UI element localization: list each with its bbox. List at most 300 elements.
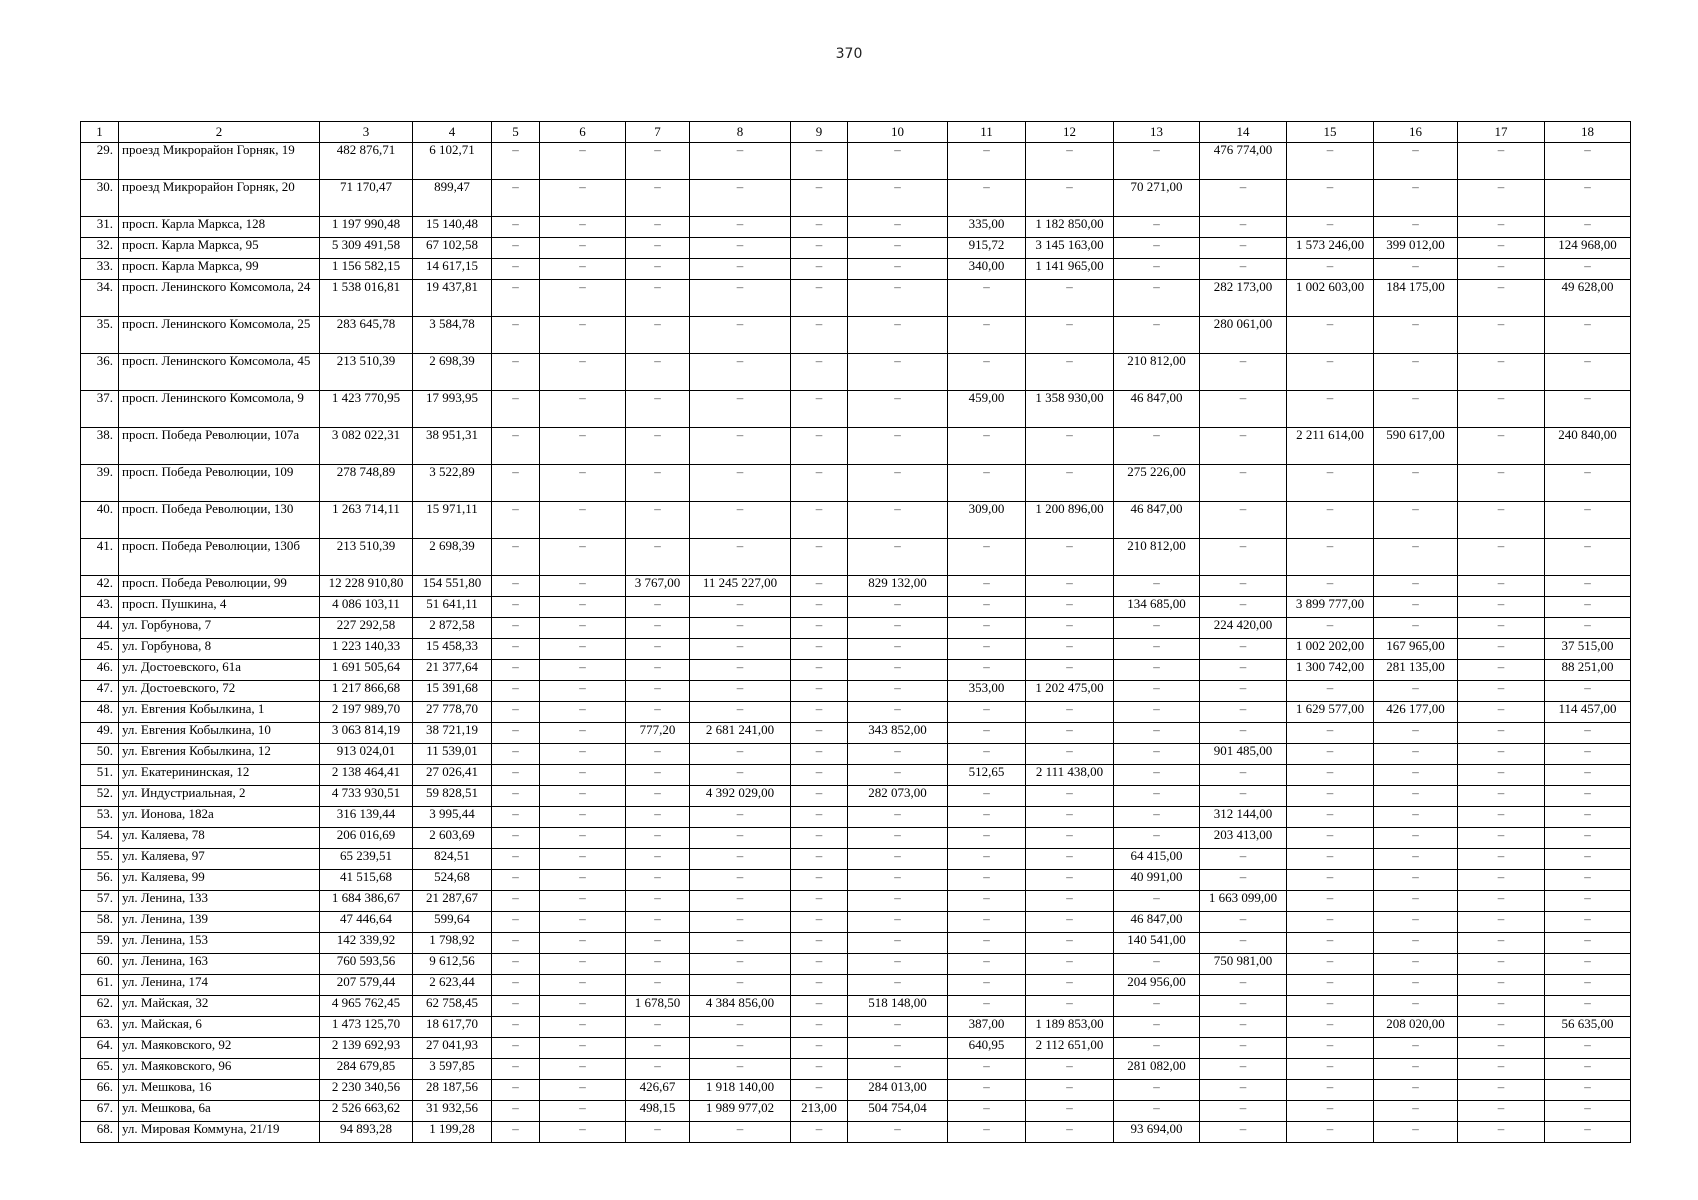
row-number-cell: 32. [81, 238, 119, 259]
value-cell: 1 629 577,00 [1287, 702, 1374, 723]
value-cell: – [1026, 996, 1114, 1017]
value-cell: – [791, 428, 848, 465]
value-cell: – [1374, 891, 1458, 912]
value-cell: – [1374, 849, 1458, 870]
value-cell: – [848, 180, 948, 217]
row-number-cell: 61. [81, 975, 119, 996]
value-cell: – [540, 618, 626, 639]
value-cell: – [791, 259, 848, 280]
value-cell: – [626, 807, 690, 828]
value-cell: 275 226,00 [1114, 465, 1200, 502]
value-cell: – [1374, 576, 1458, 597]
value-cell: – [626, 702, 690, 723]
table-row [81, 954, 1631, 975]
value-cell: – [848, 1038, 948, 1059]
row-number-cell: 54. [81, 828, 119, 849]
address-cell: ул. Ленина, 163 [119, 954, 320, 975]
value-cell: – [626, 180, 690, 217]
value-cell: – [1026, 1080, 1114, 1101]
value-cell: – [540, 354, 626, 391]
value-cell: – [1287, 259, 1374, 280]
address-cell: ул. Евгения Кобылкина, 10 [119, 723, 320, 744]
value-cell: – [1458, 391, 1545, 428]
value-cell: 760 593,56 [320, 954, 413, 975]
value-cell: – [848, 143, 948, 180]
value-cell: – [791, 317, 848, 354]
value-cell: – [690, 1017, 791, 1038]
value-cell: 343 852,00 [848, 723, 948, 744]
value-cell: – [626, 933, 690, 954]
value-cell: 3 597,85 [413, 1059, 492, 1080]
value-cell: – [492, 1101, 540, 1122]
value-cell: – [492, 180, 540, 217]
value-cell: – [791, 765, 848, 786]
value-cell: – [540, 1080, 626, 1101]
value-cell: – [1026, 975, 1114, 996]
value-cell: – [1545, 870, 1631, 891]
value-cell: – [1200, 702, 1287, 723]
value-cell: – [540, 280, 626, 317]
value-cell: – [791, 996, 848, 1017]
value-cell: – [848, 1059, 948, 1080]
value-cell: – [492, 765, 540, 786]
value-cell: – [948, 828, 1026, 849]
table-row [81, 975, 1631, 996]
value-cell: – [791, 849, 848, 870]
value-cell: – [791, 465, 848, 502]
value-cell: 2 698,39 [413, 539, 492, 576]
value-cell: – [540, 1101, 626, 1122]
value-cell: – [1200, 765, 1287, 786]
value-cell: – [492, 870, 540, 891]
value-cell: – [540, 807, 626, 828]
value-cell: 913 024,01 [320, 744, 413, 765]
table-row [81, 539, 1631, 576]
value-cell: – [1114, 217, 1200, 238]
value-cell: 1 199,28 [413, 1122, 492, 1143]
value-cell: – [626, 912, 690, 933]
value-cell: – [492, 786, 540, 807]
value-cell: – [1458, 660, 1545, 681]
value-cell: – [1114, 259, 1200, 280]
row-number-cell: 58. [81, 912, 119, 933]
value-cell: 335,00 [948, 217, 1026, 238]
value-cell: – [948, 639, 1026, 660]
value-cell: – [791, 1038, 848, 1059]
address-cell: просп. Ленинского Комсомола, 9 [119, 391, 320, 428]
table-row [81, 238, 1631, 259]
value-cell: 2 197 989,70 [320, 702, 413, 723]
value-cell: – [626, 428, 690, 465]
value-cell: – [492, 391, 540, 428]
table-row [81, 933, 1631, 954]
value-cell: – [492, 639, 540, 660]
table-row [81, 639, 1631, 660]
value-cell: – [1287, 1038, 1374, 1059]
value-cell: 1 918 140,00 [690, 1080, 791, 1101]
value-cell: 459,00 [948, 391, 1026, 428]
column-header: 18 [1545, 122, 1631, 143]
address-cell: ул. Ленина, 153 [119, 933, 320, 954]
row-number-cell: 64. [81, 1038, 119, 1059]
row-number-cell: 45. [81, 639, 119, 660]
value-cell: – [848, 702, 948, 723]
value-cell: – [1287, 1059, 1374, 1080]
table-header-row [81, 122, 1631, 143]
value-cell: 28 187,56 [413, 1080, 492, 1101]
value-cell: – [626, 744, 690, 765]
value-cell: – [1026, 828, 1114, 849]
table-row [81, 849, 1631, 870]
value-cell: – [848, 618, 948, 639]
value-cell: – [948, 996, 1026, 1017]
value-cell: 62 758,45 [413, 996, 492, 1017]
value-cell: – [540, 259, 626, 280]
address-cell: ул. Ленина, 174 [119, 975, 320, 996]
value-cell: – [948, 465, 1026, 502]
address-cell: ул. Маяковского, 96 [119, 1059, 320, 1080]
value-cell: 1 300 742,00 [1287, 660, 1374, 681]
value-cell: 46 847,00 [1114, 912, 1200, 933]
value-cell: – [1545, 597, 1631, 618]
address-cell: ул. Горбунова, 7 [119, 618, 320, 639]
column-header: 17 [1458, 122, 1545, 143]
value-cell: – [540, 391, 626, 428]
value-cell: – [626, 539, 690, 576]
table-row [81, 465, 1631, 502]
value-cell: 1 263 714,11 [320, 502, 413, 539]
address-cell: ул. Майская, 32 [119, 996, 320, 1017]
column-header: 7 [626, 122, 690, 143]
value-cell: – [1458, 576, 1545, 597]
value-cell: 46 847,00 [1114, 502, 1200, 539]
value-cell: 1 691 505,64 [320, 660, 413, 681]
value-cell: – [492, 597, 540, 618]
value-cell: – [1545, 954, 1631, 975]
value-cell: 915,72 [948, 238, 1026, 259]
value-cell: – [791, 891, 848, 912]
value-cell: 27 026,41 [413, 765, 492, 786]
value-cell: – [1287, 180, 1374, 217]
value-cell: – [690, 702, 791, 723]
value-cell: – [690, 428, 791, 465]
value-cell: – [848, 933, 948, 954]
value-cell: – [948, 660, 1026, 681]
value-cell: – [626, 597, 690, 618]
value-cell: 38 951,31 [413, 428, 492, 465]
value-cell: – [1458, 1038, 1545, 1059]
address-cell: просп. Победа Революции, 130б [119, 539, 320, 576]
value-cell: – [1287, 1017, 1374, 1038]
address-cell: ул. Мешкова, 16 [119, 1080, 320, 1101]
value-cell: – [948, 1080, 1026, 1101]
table-row [81, 681, 1631, 702]
value-cell: 71 170,47 [320, 180, 413, 217]
value-cell: – [1026, 702, 1114, 723]
value-cell: – [1200, 639, 1287, 660]
value-cell: 154 551,80 [413, 576, 492, 597]
value-cell: – [948, 1059, 1026, 1080]
value-cell: 203 413,00 [1200, 828, 1287, 849]
address-cell: ул. Екатерининская, 12 [119, 765, 320, 786]
value-cell: – [626, 870, 690, 891]
value-cell: – [1114, 1038, 1200, 1059]
value-cell: – [791, 975, 848, 996]
row-number-cell: 43. [81, 597, 119, 618]
row-number-cell: 31. [81, 217, 119, 238]
value-cell: – [791, 744, 848, 765]
address-cell: ул. Каляева, 99 [119, 870, 320, 891]
row-number-cell: 55. [81, 849, 119, 870]
value-cell: 14 617,15 [413, 259, 492, 280]
value-cell: – [848, 807, 948, 828]
value-cell: – [948, 618, 1026, 639]
value-cell: – [626, 786, 690, 807]
value-cell: 504 754,04 [848, 1101, 948, 1122]
value-cell: 4 392 029,00 [690, 786, 791, 807]
value-cell: 46 847,00 [1114, 391, 1200, 428]
value-cell: – [1458, 975, 1545, 996]
table-row [81, 807, 1631, 828]
address-cell: просп. Победа Революции, 109 [119, 465, 320, 502]
value-cell: – [1026, 1059, 1114, 1080]
data-table [80, 121, 1631, 1143]
address-cell: просп. Карла Маркса, 128 [119, 217, 320, 238]
value-cell: – [1114, 576, 1200, 597]
value-cell: 283 645,78 [320, 317, 413, 354]
value-cell: – [690, 807, 791, 828]
value-cell: 309,00 [948, 502, 1026, 539]
value-cell: – [848, 238, 948, 259]
column-header: 12 [1026, 122, 1114, 143]
value-cell: – [540, 180, 626, 217]
value-cell: – [1200, 597, 1287, 618]
address-cell: проезд Микрорайон Горняк, 20 [119, 180, 320, 217]
value-cell: – [1114, 996, 1200, 1017]
value-cell: – [791, 639, 848, 660]
value-cell: – [1545, 180, 1631, 217]
value-cell: – [1200, 975, 1287, 996]
value-cell: – [791, 786, 848, 807]
table-row [81, 1038, 1631, 1059]
value-cell: – [1458, 1017, 1545, 1038]
value-cell: 482 876,71 [320, 143, 413, 180]
value-cell: – [1545, 912, 1631, 933]
address-cell: просп. Ленинского Комсомола, 25 [119, 317, 320, 354]
column-header: 10 [848, 122, 948, 143]
value-cell: 41 515,68 [320, 870, 413, 891]
value-cell: 1 202 475,00 [1026, 681, 1114, 702]
value-cell: – [1287, 1080, 1374, 1101]
value-cell: – [1374, 618, 1458, 639]
row-number-cell: 57. [81, 891, 119, 912]
value-cell: – [1287, 391, 1374, 428]
table-row [81, 765, 1631, 786]
value-cell: – [1287, 681, 1374, 702]
value-cell: – [1374, 807, 1458, 828]
value-cell: – [690, 391, 791, 428]
value-cell: – [1026, 317, 1114, 354]
value-cell: 2 211 614,00 [1287, 428, 1374, 465]
table-row [81, 576, 1631, 597]
value-cell: – [1287, 217, 1374, 238]
value-cell: – [1114, 143, 1200, 180]
value-cell: – [1545, 807, 1631, 828]
value-cell: – [492, 660, 540, 681]
value-cell: – [1458, 280, 1545, 317]
address-cell: ул. Майская, 6 [119, 1017, 320, 1038]
value-cell: 6 102,71 [413, 143, 492, 180]
value-cell: – [791, 143, 848, 180]
table-row [81, 180, 1631, 217]
value-cell: 1 798,92 [413, 933, 492, 954]
value-cell: – [791, 217, 848, 238]
column-header: 6 [540, 122, 626, 143]
value-cell: – [1545, 618, 1631, 639]
row-number-cell: 46. [81, 660, 119, 681]
value-cell: – [1200, 180, 1287, 217]
value-cell: – [1374, 975, 1458, 996]
value-cell: – [1374, 681, 1458, 702]
value-cell: 2 872,58 [413, 618, 492, 639]
column-header: 8 [690, 122, 791, 143]
value-cell: – [1026, 954, 1114, 975]
value-cell: – [1114, 428, 1200, 465]
row-number-cell: 38. [81, 428, 119, 465]
value-cell: 518 148,00 [848, 996, 948, 1017]
value-cell: 524,68 [413, 870, 492, 891]
value-cell: – [492, 933, 540, 954]
table-row [81, 280, 1631, 317]
value-cell: 1 663 099,00 [1200, 891, 1287, 912]
value-cell: – [540, 1122, 626, 1143]
value-cell: 11 245 227,00 [690, 576, 791, 597]
value-cell: 399 012,00 [1374, 238, 1458, 259]
value-cell: 2 698,39 [413, 354, 492, 391]
value-cell: 2 138 464,41 [320, 765, 413, 786]
value-cell: 2 112 651,00 [1026, 1038, 1114, 1059]
value-cell: – [1287, 933, 1374, 954]
table-row [81, 891, 1631, 912]
value-cell: – [1114, 954, 1200, 975]
value-cell: 65 239,51 [320, 849, 413, 870]
value-cell: – [1287, 618, 1374, 639]
value-cell: 3 995,44 [413, 807, 492, 828]
value-cell: – [948, 933, 1026, 954]
value-cell: – [791, 280, 848, 317]
value-cell: – [492, 238, 540, 259]
value-cell: – [1026, 639, 1114, 660]
value-cell: – [1287, 996, 1374, 1017]
value-cell: – [690, 933, 791, 954]
value-cell: – [1287, 1122, 1374, 1143]
value-cell: – [1114, 891, 1200, 912]
value-cell: 167 965,00 [1374, 639, 1458, 660]
value-cell: – [1545, 744, 1631, 765]
value-cell: – [690, 849, 791, 870]
value-cell: – [626, 502, 690, 539]
address-cell: ул. Горбунова, 8 [119, 639, 320, 660]
value-cell: – [1200, 539, 1287, 576]
page-number: 370 [835, 46, 863, 62]
value-cell: – [1200, 849, 1287, 870]
value-cell: – [690, 765, 791, 786]
value-cell: – [1458, 765, 1545, 786]
table-row [81, 1080, 1631, 1101]
table-row [81, 702, 1631, 723]
value-cell: – [1200, 576, 1287, 597]
value-cell: – [1374, 217, 1458, 238]
value-cell: – [1458, 681, 1545, 702]
value-cell: – [1374, 180, 1458, 217]
value-cell: – [1200, 428, 1287, 465]
value-cell: 312 144,00 [1200, 807, 1287, 828]
value-cell: – [1200, 1122, 1287, 1143]
value-cell: – [1200, 786, 1287, 807]
value-cell: – [848, 539, 948, 576]
value-cell: – [791, 354, 848, 391]
value-cell: – [1287, 912, 1374, 933]
value-cell: – [626, 280, 690, 317]
value-cell: 18 617,70 [413, 1017, 492, 1038]
value-cell: – [626, 1017, 690, 1038]
value-cell: – [1026, 354, 1114, 391]
value-cell: – [1458, 354, 1545, 391]
value-cell: – [848, 954, 948, 975]
value-cell: – [1200, 1017, 1287, 1038]
value-cell: 476 774,00 [1200, 143, 1287, 180]
value-cell: 340,00 [948, 259, 1026, 280]
value-cell: – [1458, 996, 1545, 1017]
value-cell: – [848, 217, 948, 238]
value-cell: – [492, 539, 540, 576]
value-cell: 353,00 [948, 681, 1026, 702]
value-cell: – [626, 639, 690, 660]
row-number-cell: 33. [81, 259, 119, 280]
value-cell: – [1114, 1080, 1200, 1101]
column-header: 14 [1200, 122, 1287, 143]
value-cell: – [848, 502, 948, 539]
value-cell: – [1458, 786, 1545, 807]
table-row [81, 259, 1631, 280]
table-row [81, 1059, 1631, 1080]
value-cell: – [540, 539, 626, 576]
value-cell: – [1374, 391, 1458, 428]
value-cell: – [848, 317, 948, 354]
value-cell: – [1114, 1101, 1200, 1122]
value-cell: – [492, 217, 540, 238]
value-cell: – [540, 744, 626, 765]
value-cell: 777,20 [626, 723, 690, 744]
table-row [81, 723, 1631, 744]
value-cell: – [1026, 870, 1114, 891]
value-cell: – [690, 975, 791, 996]
table-row [81, 428, 1631, 465]
value-cell: 426 177,00 [1374, 702, 1458, 723]
value-cell: – [1026, 280, 1114, 317]
table-row [81, 317, 1631, 354]
value-cell: – [1458, 317, 1545, 354]
value-cell: – [540, 933, 626, 954]
value-cell: – [492, 1017, 540, 1038]
row-number-cell: 49. [81, 723, 119, 744]
value-cell: – [948, 428, 1026, 465]
value-cell: – [492, 354, 540, 391]
value-cell: – [948, 1101, 1026, 1122]
value-cell: – [1374, 744, 1458, 765]
value-cell: – [1458, 723, 1545, 744]
value-cell: 15 391,68 [413, 681, 492, 702]
